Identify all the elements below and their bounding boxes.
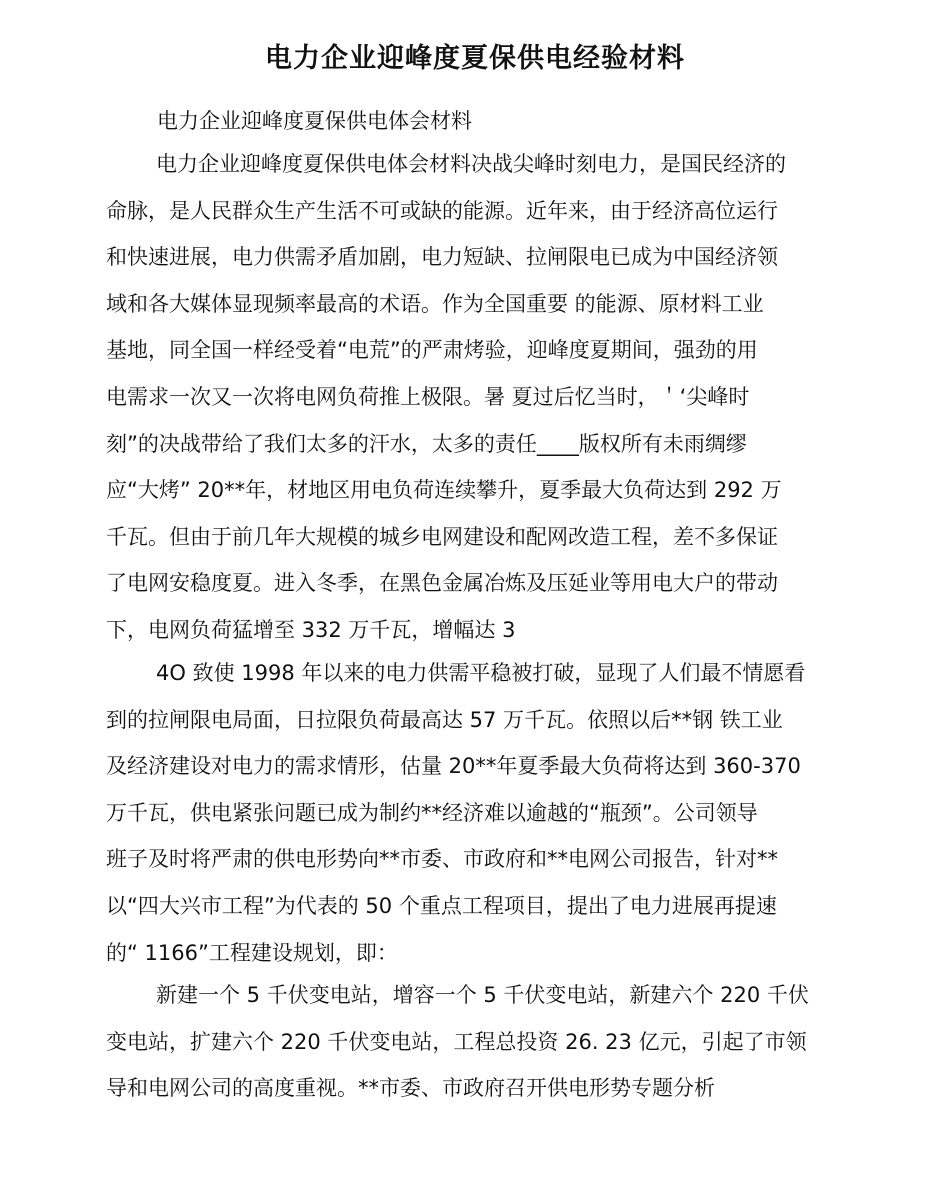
paragraph-line: 万千瓦，供电紧张问题已成为制约**经济难以逾越的“瓶颈”。公司领导 [106,800,758,825]
document-subtitle: 电力企业迎峰度夏保供电体会材料 [157,109,472,133]
paragraph-line: 域和各大媒体显现频率最高的术语。作为全国重要 的能源、原材料工业 [106,291,764,316]
paragraph-line: 新建一个 5 千伏变电站，增容一个 5 千伏变电站，新建六个 220 千伏 [156,983,809,1007]
paragraph-1 [106,141,838,654]
paragraph-line: 的“ 1166”工程建设规划，即： [106,940,398,965]
paragraph-line: 刻”的决战带给了我们太多的汗水，太多的责任____版权所有未雨绸缪 [106,431,747,456]
paragraph-line: 应“大烤” 20**年，材地区用电负荷连续攀升，夏季最大负荷达到 292 万 [106,478,782,503]
paragraph-line: 班子及时将严肃的供电形势向**市委、市政府和**电网公司报告，针对** [106,847,778,872]
paragraph-line: 命脉，是人民群众生产生活不可或缺的能源。近年来，由于经济高位运行 [106,198,778,223]
document-title: 电力企业迎峰度夏保供电经验材料 [265,43,685,74]
paragraph-line: 以“四大兴市工程”为代表的 50 个重点工程项目，提出了电力进展再提速 [106,893,777,918]
paragraph-line: 4O 致使 1998 年以来的电力供需平稳被打破，显现了人们最不情愿看 [156,661,806,685]
paragraph-line: 导和电网公司的高度重视。**市委、市政府召开供电形势专题分析 [106,1076,715,1101]
paragraph-2 [106,650,838,976]
paragraph-line: 千瓦。但由于前几年大规模的城乡电网建设和配网改造工程，差不多保证 [106,524,778,549]
paragraph-line: 和快速进展，电力供需矛盾加剧，电力短缺、拉闸限电已成为中国经济领 [106,245,778,270]
paragraph-line: 基地，同全国一样经受着“电荒”的严肃烤验，迎峰度夏期间，强劲的用 [106,338,758,363]
paragraph-line: 及经济建设对电力的需求情形，估量 20**年夏季最大负荷将达到 360-370 [106,754,801,779]
paragraph-line: 电力企业迎峰度夏保供电体会材料决战尖峰时刻电力，是国民经济的 [156,152,786,176]
paragraph-line: 电需求一次又一次将电网负荷推上极限。暑 夏过后忆当时，＇‘尖峰时 [106,384,750,409]
paragraph-line: 了电网安稳度夏。进入冬季，在黑色金属冶炼及压延业等用电大户的带动 [106,571,778,596]
paragraph-line: 下，电网负荷猛增至 332 万千瓦，增幅达 3 [106,617,516,642]
paragraph-line: 到的拉闸限电局面，日拉限负荷最高达 57 万千瓦。依照以后**钢 铁工业 [106,707,783,732]
paragraph-line: 变电站，扩建六个 220 千伏变电站，工程总投资 26. 23 亿元，引起了市领 [106,1029,807,1054]
paragraph-3 [106,972,838,1112]
